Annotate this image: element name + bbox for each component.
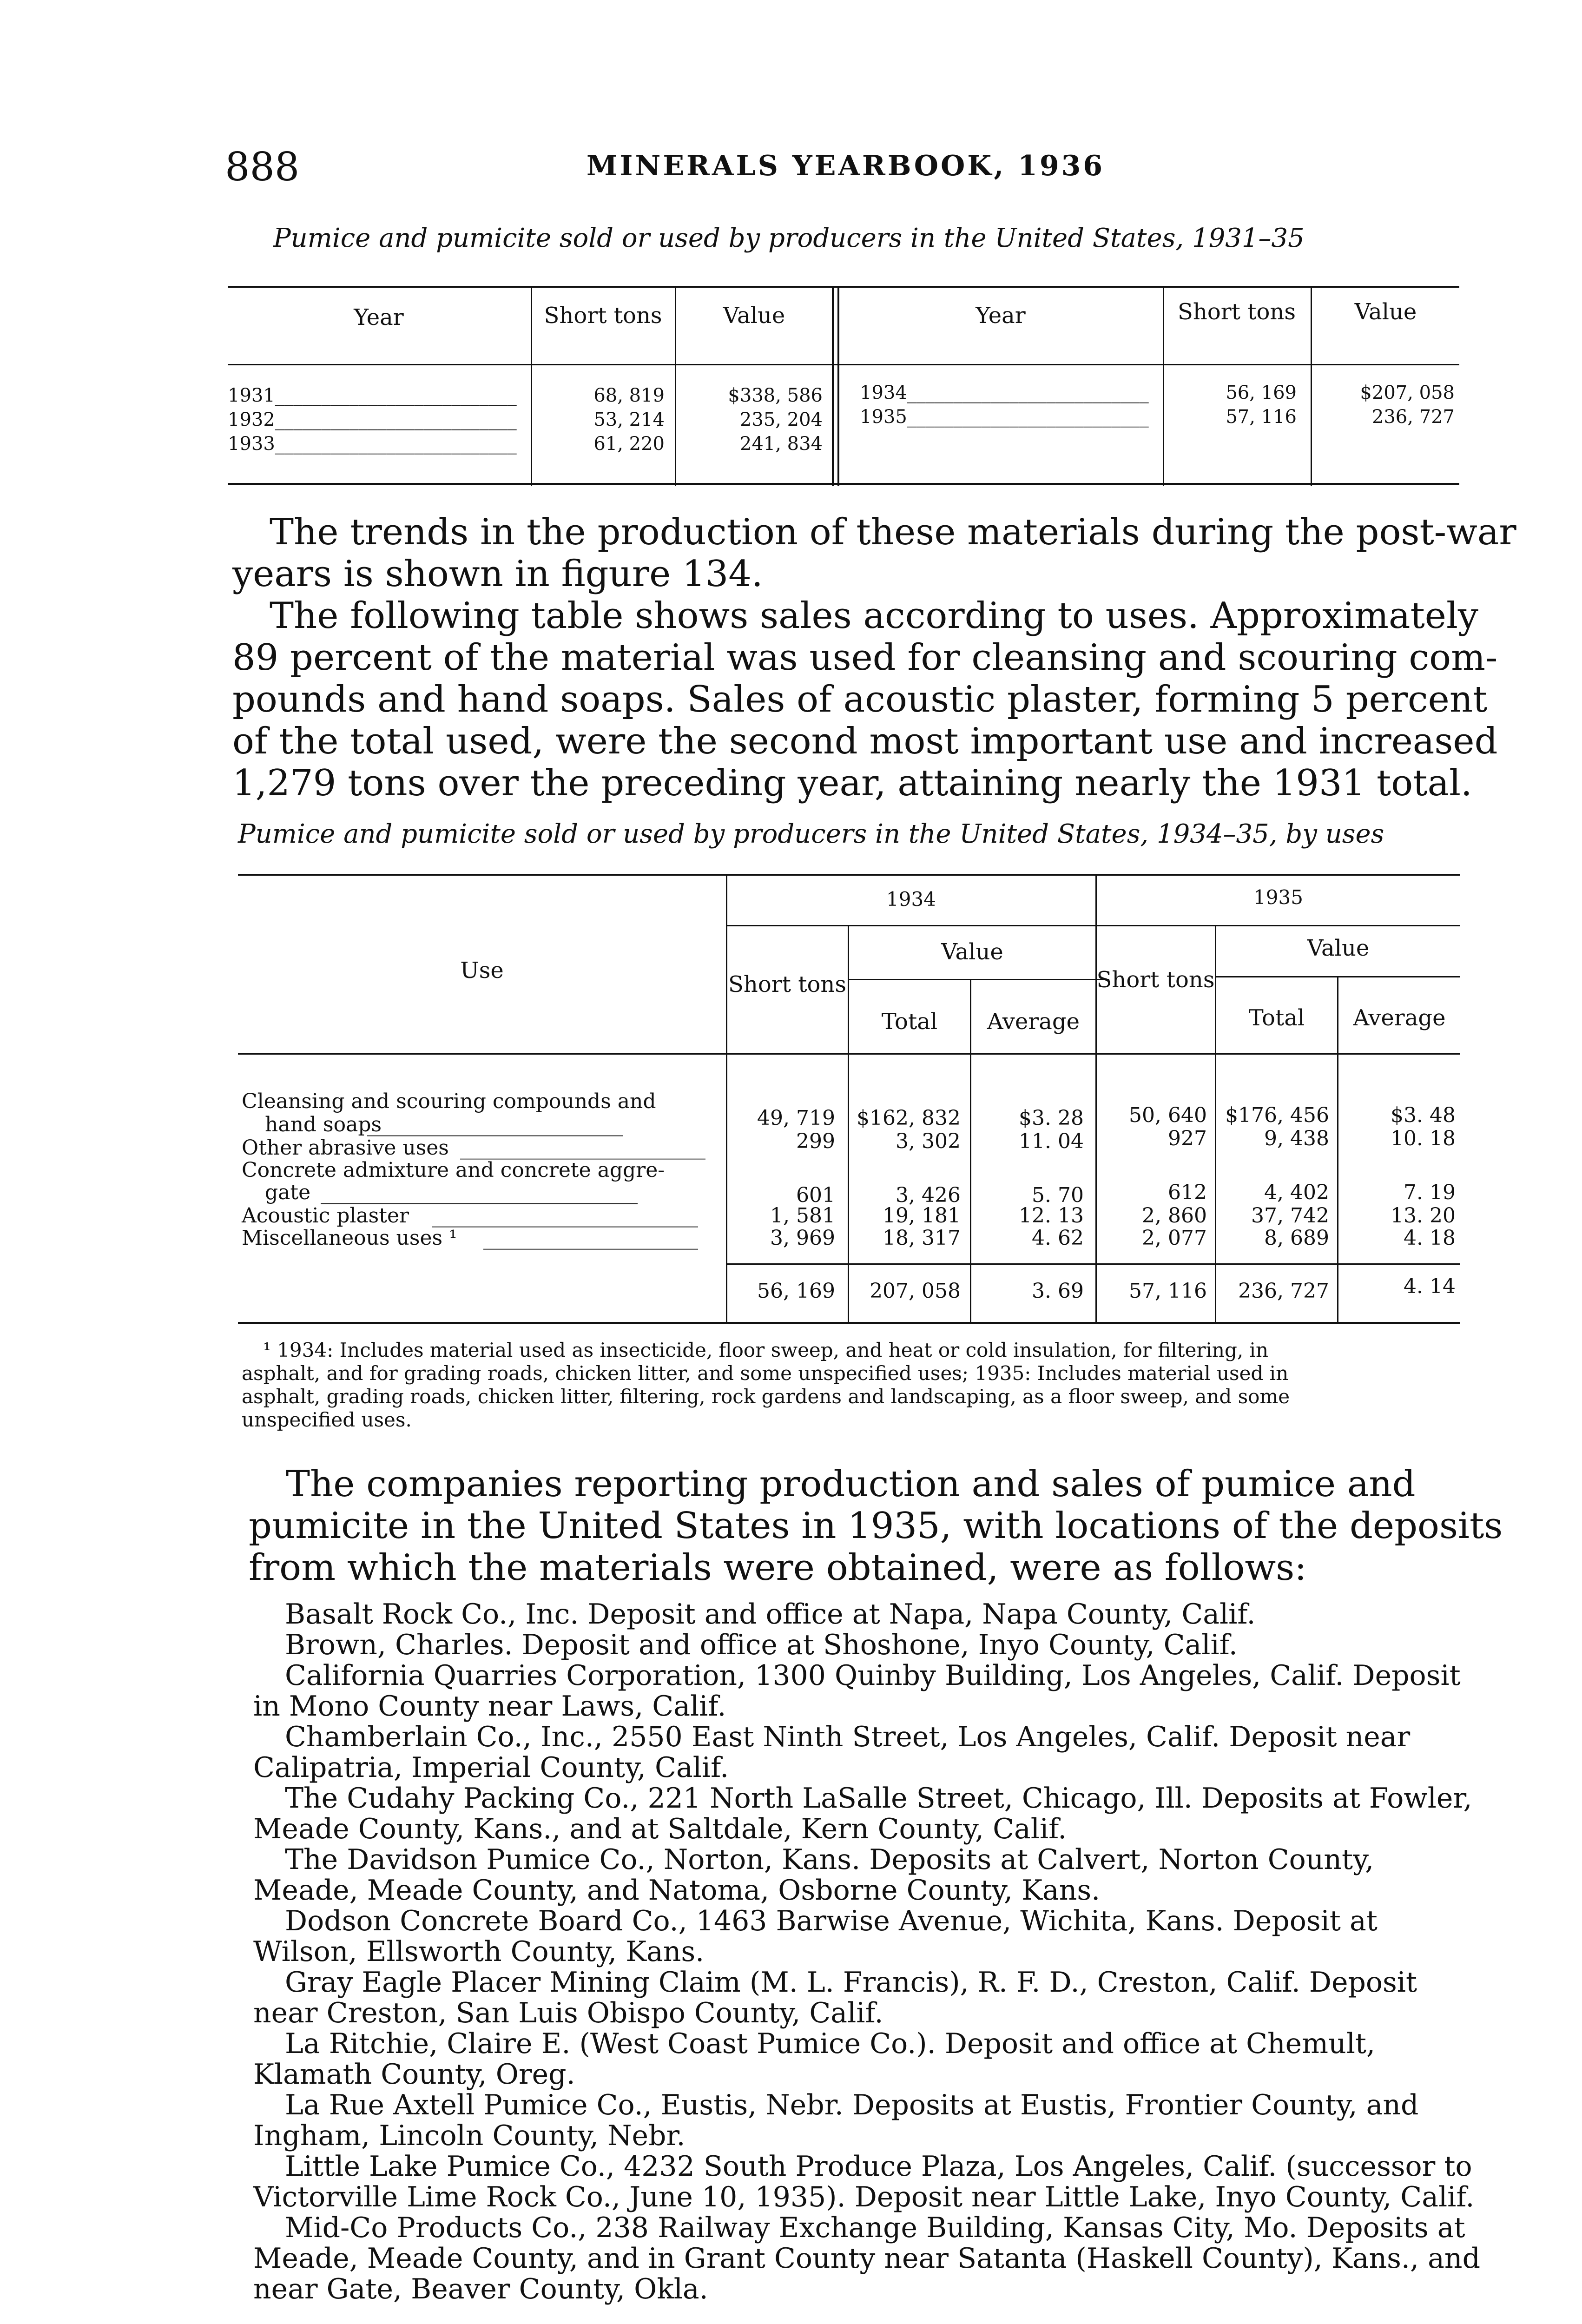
average-value-cell: 4. 18 — [1404, 1226, 1456, 1250]
table-row: 1933__________________________ — [228, 433, 517, 455]
page-number: 888 — [225, 144, 300, 190]
table2-uses — [238, 874, 1460, 1325]
table2-top-rule — [238, 874, 1460, 876]
paragraph-line: 1,279 tons over the preceding year, attaining nearly the 1931 total. — [232, 762, 1472, 804]
table2-caption: Pumice and pumicite sold or used by producers in the United States, 1934–35, by uses — [238, 819, 1384, 849]
total-value-cell: 37, 742 — [1251, 1204, 1329, 1228]
use-cell: hand soaps — [265, 1113, 382, 1136]
table2-header-short-tons: Short tons — [1096, 967, 1215, 993]
total-value-cell: 19, 181 — [883, 1204, 961, 1228]
year-cell: 1935 — [860, 406, 907, 428]
average-value-cell: 12. 13 — [1019, 1204, 1084, 1228]
list-item: California Quarries Corporation, 1300 Quinby Building, Los Angeles, Calif. Deposit in Mono County near Laws, Calif. — [253, 1659, 1461, 1723]
table1-header-year: Year — [976, 303, 1026, 329]
table2-bottom-rule — [238, 1322, 1460, 1324]
short-tons-cell: 2, 860 — [1142, 1204, 1207, 1228]
total-short-tons-cell: 57, 116 — [1129, 1279, 1207, 1303]
table2-header-total: Total — [1248, 1005, 1305, 1031]
short-tons-cell: 49, 719 — [757, 1106, 835, 1130]
table2-header-total: Total — [881, 1009, 938, 1035]
short-tons-cell: 601 — [796, 1183, 835, 1207]
short-tons-cell: 50, 640 — [1129, 1103, 1207, 1127]
running-head: MINERALS YEARBOOK, 1936 — [587, 150, 1105, 182]
table1-bottom-rule — [228, 483, 1459, 485]
average-value-cell: 13. 20 — [1391, 1204, 1456, 1228]
list-item: Gray Eagle Placer Mining Claim (M. L. Francis), R. F. D., Creston, Calif. Deposit near Creston, San Luis Obispo County, Calif. — [253, 1966, 1417, 2029]
short-tons-cell: 56, 169 — [1226, 382, 1297, 403]
average-value-cell: 10. 18 — [1391, 1127, 1456, 1150]
value-cell: 241, 834 — [739, 433, 823, 455]
list-item: Little Lake Pumice Co., 4232 South Produce Plaza, Los Angeles, Calif. (successor to Victorville Lime Rock Co., June 10, 1935). Deposit near Little Lake, Inyo County, Calif. — [253, 2150, 1475, 2213]
table2-header-1935: 1935 — [1253, 886, 1303, 909]
paragraph-line: from which the materials were obtained, were as follows: — [249, 1547, 1307, 1589]
average-value-cell: $3. 28 — [1019, 1106, 1084, 1130]
average-value-cell: 4. 62 — [1032, 1226, 1084, 1250]
company-list — [253, 1599, 1480, 2304]
average-value-cell: 11. 04 — [1019, 1129, 1084, 1153]
short-tons-cell: 299 — [796, 1129, 835, 1153]
year-cell: 1931 — [228, 385, 275, 406]
year-cell: 1933 — [228, 433, 275, 455]
paragraph-line: The companies reporting production and sales of pumice and — [286, 1463, 1416, 1505]
table-row: 1931__________________________ — [228, 385, 517, 406]
use-cell: Cleansing and scouring compounds and — [242, 1089, 656, 1113]
use-cell: Miscellaneous uses ¹ — [242, 1226, 457, 1250]
list-item: La Rue Axtell Pumice Co., Eustis, Nebr. Deposits at Eustis, Frontier County, and Ingham, Lincoln County, Nebr. — [253, 2089, 1419, 2152]
average-value-cell: 7. 19 — [1404, 1181, 1456, 1204]
short-tons-cell: 68, 819 — [593, 385, 665, 406]
use-cell: gate — [265, 1181, 311, 1204]
table1-header-year: Year — [354, 304, 404, 330]
short-tons-cell: 57, 116 — [1226, 406, 1297, 428]
year-cell: 1934 — [860, 382, 907, 403]
table-row: Miscellaneous uses ¹ _____________________ 3, 969 18, 317 4. 62 2, 077 8, 689 4. 18 — [242, 1226, 1456, 1250]
table2-year-rule — [726, 925, 1460, 926]
total-value-cell: 18, 317 — [883, 1226, 961, 1250]
short-tons-cell: 927 — [1168, 1127, 1207, 1150]
footnote-line: ¹ 1934: Includes material used as insecticide, floor sweep, and heat or cold insulation, for filtering, in — [263, 1339, 1269, 1361]
table1-top-rule — [228, 286, 1459, 288]
table2-header-use: Use — [460, 957, 504, 984]
paragraph-line: The trends in the production of these materials during the post-war — [270, 511, 1516, 553]
table-row: 1932__________________________ — [228, 409, 517, 430]
table2-header-short-tons: Short tons — [728, 971, 846, 997]
value-cell: 235, 204 — [739, 409, 823, 430]
total-value-cell: 3, 302 — [896, 1129, 961, 1153]
table1-header-value: Value — [723, 303, 785, 329]
value-cell: $207, 058 — [1360, 382, 1455, 403]
total-short-tons-cell: 56, 169 — [757, 1279, 835, 1303]
paragraph-line: pounds and hand soaps. Sales of acoustic plaster, forming 5 percent — [232, 679, 1488, 720]
table2-header-value: Value — [1307, 935, 1370, 961]
total-average-cell: 3. 69 — [1032, 1279, 1084, 1303]
short-tons-cell: 2, 077 — [1142, 1226, 1207, 1250]
table-row: Acoustic plaster __________________________ 1, 581 19, 181 12. 13 2, 860 37, 742 13. 20 — [242, 1204, 1456, 1228]
list-item: Dodson Concrete Board Co., 1463 Barwise Avenue, Wichita, Kans. Deposit at Wilson, Ellsworth County, Kans. — [253, 1905, 1378, 1968]
paragraph-line: years is shown in figure 134. — [232, 553, 763, 595]
list-item: Mid-Co Products Co., 238 Railway Exchange Building, Kansas City, Mo. Deposits at Meade, Meade County, and in Grant County near Satanta (Haskell County), Kans., and near Gate, Beaver County, Okla. — [253, 2212, 1480, 2305]
body-paragraph — [232, 511, 1516, 804]
total-average-cell: 4. 14 — [1404, 1274, 1456, 1298]
list-item: Brown, Charles. Deposit and office at Shoshone, Inyo County, Calif. — [285, 1629, 1238, 1661]
table-row: gate _______________________________ 601 3, 426 5. 70 612 4, 402 7. 19 — [265, 1181, 1456, 1207]
table1-production-by-year — [228, 286, 1459, 486]
table-row: Other abrasive uses ________________________ 299 3, 302 11. 04 927 9, 438 10. 18 — [242, 1127, 1456, 1160]
table1-header-short-tons: Short tons — [544, 303, 662, 329]
short-tons-cell: 1, 581 — [770, 1204, 835, 1228]
paragraph-line: 89 percent of the material was used for cleansing and scouring com- — [232, 637, 1498, 679]
table1-header-value: Value — [1354, 299, 1417, 325]
total-value-cell: 3, 426 — [896, 1183, 961, 1207]
use-cell: Acoustic plaster — [242, 1204, 409, 1228]
table2-footnote — [242, 1339, 1469, 1432]
totals-row — [238, 1274, 1460, 1303]
table1-header-short-tons: Short tons — [1178, 299, 1296, 325]
short-tons-cell: 3, 969 — [770, 1226, 835, 1250]
short-tons-cell: 612 — [1168, 1181, 1207, 1204]
footnote-line: asphalt, and for grading roads, chicken litter, and some unspecified uses; 1935: Includes material used in — [242, 1362, 1289, 1385]
average-value-cell: $3. 48 — [1391, 1103, 1456, 1127]
value-cell: $338, 586 — [728, 385, 823, 406]
list-item: Basalt Rock Co., Inc. Deposit and office at Napa, Napa County, Calif. — [285, 1598, 1256, 1631]
table2-header-1934: 1934 — [886, 888, 936, 911]
use-cell: Concrete admixture and concrete aggre- — [242, 1158, 665, 1182]
total-value-cell: 8, 689 — [1264, 1226, 1329, 1250]
table1-center-divider — [832, 286, 834, 486]
table2-header-average: Average — [987, 1009, 1080, 1035]
paragraph-line: The following table shows sales according to uses. Approximately — [270, 595, 1478, 637]
table2-header-rule — [238, 1053, 1460, 1055]
table1-header-rule — [228, 364, 1459, 365]
short-tons-cell: 61, 220 — [593, 433, 665, 455]
footnote-line: asphalt, grading roads, chicken litter, filtering, rock gardens and landscaping, as a floor sweep, and some — [242, 1385, 1290, 1408]
total-value-cell: 207, 058 — [870, 1279, 961, 1303]
use-cell: Other abrasive uses — [242, 1136, 449, 1160]
table-row: 1935__________________________ — [860, 406, 1149, 428]
list-item: The Cudahy Packing Co., 221 North LaSalle Street, Chicago, Ill. Deposits at Fowler, Meade County, Kans., and at Saltdale, Kern County, Calif. — [253, 1782, 1472, 1845]
list-item: Chamberlain Co., Inc., 2550 East Ninth Street, Los Angeles, Calif. Deposit near Calipatria, Imperial County, Calif. — [253, 1721, 1411, 1784]
total-value-cell: 9, 438 — [1264, 1127, 1329, 1150]
table-row — [238, 1158, 1460, 1182]
year-cell: 1932 — [228, 409, 275, 430]
total-value-cell: 4, 402 — [1264, 1181, 1329, 1204]
table-row: hand soaps _________________________ 49, 719 $162, 832 $3. 28 50, 640 $176, 456 $3. 48 — [265, 1103, 1456, 1136]
table1-caption: Pumice and pumicite sold or used by producers in the United States, 1931–35 — [273, 223, 1305, 253]
body-paragraph — [249, 1463, 1503, 1589]
list-item: The Davidson Pumice Co., Norton, Kans. Deposits at Calvert, Norton County, Meade, Meade County, and Natoma, Osborne County, Kans. — [253, 1843, 1374, 1907]
table2-total-rule — [726, 1263, 1460, 1265]
table-row: 1934__________________________ — [860, 382, 1149, 403]
list-item: La Ritchie, Claire E. (West Coast Pumice Co.). Deposit and office at Chemult, Klamath County, Oreg. — [253, 2027, 1376, 2091]
paragraph-line: pumicite in the United States in 1935, with locations of the deposits — [249, 1505, 1503, 1547]
paragraph-line: of the total used, were the second most important use and increased — [232, 720, 1498, 762]
footnote-line: unspecified uses. — [242, 1408, 412, 1431]
table2-value-rule — [849, 979, 1109, 980]
total-value-cell: $176, 456 — [1225, 1103, 1329, 1127]
table2-header-value: Value — [941, 939, 1003, 965]
table2-header-average: Average — [1353, 1005, 1446, 1031]
average-value-cell: 5. 70 — [1032, 1183, 1084, 1207]
total-value-cell: $162, 832 — [857, 1106, 961, 1130]
total-value-cell: 236, 727 — [1238, 1279, 1329, 1303]
value-cell: 236, 727 — [1371, 406, 1455, 428]
short-tons-cell: 53, 214 — [593, 409, 665, 430]
